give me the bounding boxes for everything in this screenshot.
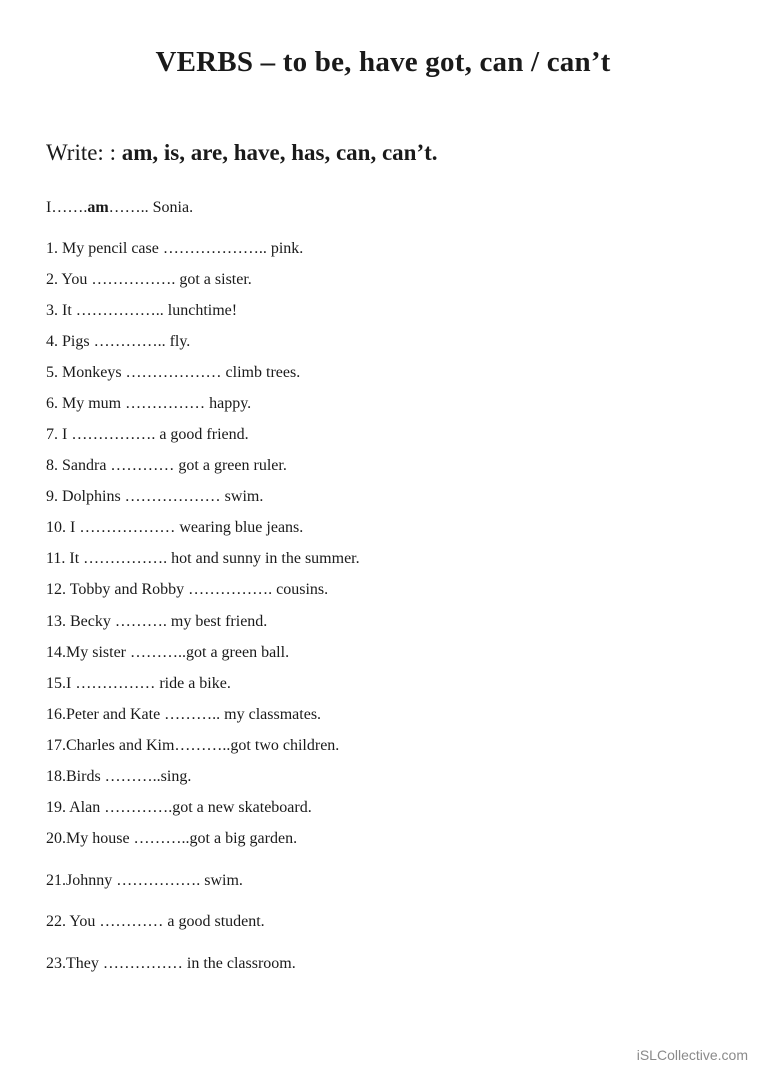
example-before: I……. <box>46 199 88 216</box>
exercise-item-23: 23.They …………… in the classroom. <box>46 955 296 972</box>
example-line <box>46 199 193 217</box>
exercise-item-7: 7. I ……………. a good friend. <box>46 426 249 443</box>
exercise-item-10: 10. I ……………… wearing blue jeans. <box>46 519 304 536</box>
exercise-item-20: 20.My house ………..got a big garden. <box>46 830 298 847</box>
exercise-item-9: 9. Dolphins ……………… swim. <box>46 488 264 505</box>
example-answer: am <box>87 199 109 216</box>
exercise-item-11: 11. It ……………. hot and sunny in the summer. <box>46 550 360 567</box>
exercise-item-2: 2. You ……………. got a sister. <box>46 271 252 288</box>
exercise-item-6: 6. My mum …………… happy. <box>46 395 252 412</box>
exercise-item-8: 8. Sandra ………… got a green ruler. <box>46 457 287 474</box>
exercise-item-15: 15.I …………… ride a bike. <box>46 675 231 692</box>
watermark-text: iSLCollective.com <box>636 1047 748 1063</box>
exercise-item-22: 22. You ………… a good student. <box>46 913 265 930</box>
exercise-item-4: 4. Pigs ………….. fly. <box>46 333 191 350</box>
instruction-words: am, is, are, have, has, can, can’t. <box>121 140 438 165</box>
exercise-item-19: 19. Alan ………….got a new skateboard. <box>46 799 312 816</box>
exercise-item-16: 16.Peter and Kate ……….. my classmates. <box>46 706 322 723</box>
exercise-item-14: 14.My sister ………..got a green ball. <box>46 644 290 661</box>
exercise-item-5: 5. Monkeys ……………… climb trees. <box>46 364 301 381</box>
exercise-item-18: 18.Birds ………..sing. <box>46 768 192 785</box>
exercise-item-1: 1. My pencil case ……………….. pink. <box>46 240 304 257</box>
exercise-item-12: 12. Tobby and Robby ……………. cousins. <box>46 581 329 598</box>
instruction-prefix: Write: : <box>46 140 122 165</box>
worksheet-title: VERBS – to be, have got, can / can’t <box>155 46 611 78</box>
instruction-line <box>46 140 438 166</box>
exercise-item-13: 13. Becky ………. my best friend. <box>46 613 268 630</box>
exercise-item-21: 21.Johnny ……………. swim. <box>46 872 243 889</box>
exercise-item-3: 3. It …………….. lunchtime! <box>46 302 238 319</box>
example-after: …….. Sonia. <box>108 199 194 216</box>
exercise-item-17: 17.Charles and Kim………..got two children. <box>46 737 340 754</box>
